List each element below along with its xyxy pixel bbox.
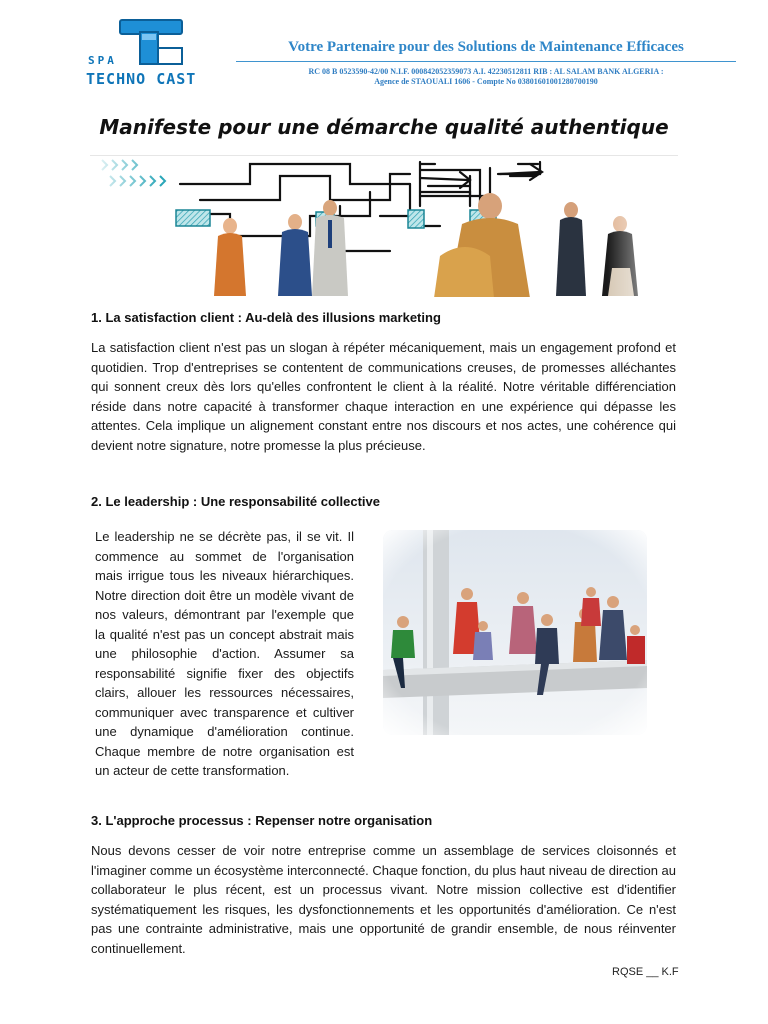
footer-reference: RQSE __ K.F: [612, 966, 679, 978]
company-logo: [84, 18, 234, 90]
registration-line-2: Agence de STAOUALI 1606 - Compte No 03801601001280700190: [374, 77, 598, 86]
section-body-process: Nous devons cesser de voir notre entreprise comme un assemblage de services cloisonnés et l'imaginer comme un écosystème interconnecté. Chaque fonction, du plus haut niveau de direction au collaborateur le plus récent, est un processus vivant. Notre mission collective est d'identifier systématiquement les risques, les dysfonctionnements et les opportunités d'amélioration. Ce n'est pas une contrainte administrative, mais une opportunité de grandir ensemble, de nous réinventer continuellement.: [91, 843, 676, 956]
logo-t-icon: [118, 18, 188, 68]
document-title: Manifeste pour une démarche qualité authentique: [99, 115, 669, 139]
logo-brand-name: TECHNO CAST: [86, 70, 197, 88]
section-heading-process: 3. L'approche processus : Repenser notre organisation: [91, 813, 433, 828]
figurines-on-beam-photo: [383, 530, 647, 735]
section-heading-satisfaction: 1. La satisfaction client : Au-delà des illusions marketing: [91, 310, 441, 325]
header-divider: [236, 61, 736, 62]
section-body-satisfaction: La satisfaction client n'est pas un slogan à répéter mécaniquement, mais un engagement profond et quotidien. Trop d'entreprises se contentent de communications creuses, de promesses alléchantes qui sonnent creux dès lors qu'elles confrontent le client à la réalité. Notre véritable différenciation réside dans notre capacité à transformer chaque interaction en une expérience qui dépasse les attentes. Cela implique un alignement constant entre nos discours et nos actes, une cohérence qui devient notre signature, notre promesse la plus précieuse.: [91, 340, 676, 453]
logo-spa-label: SPA: [88, 54, 117, 67]
header-tagline: Votre Partenaire pour des Solutions de Maintenance Efficaces: [288, 39, 684, 55]
section-body-leadership: Le leadership ne se décrète pas, il se vit. Il commence au sommet de l'organisation mais irrigue tous les niveaux hiérarchiques. Notre direction doit être un modèle vivant de nos valeurs, démontrant par l'exemple que la qualité n'est pas un concept abstrait mais une philosophie d'action. Assumer sa responsabilité signifie fixer des objectifs clairs, allouer les ressources nécessaires, communiquer avec transparence et cultiver une dynamique d'amélioration continue. Chaque membre de notre organisation est un acteur de cette transformation.: [95, 529, 354, 778]
section-heading-leadership: 2. Le leadership : Une responsabilité collective: [91, 494, 380, 509]
registration-line-1: RC 08 B 0523590-42/00 N.I.F. 000842052359073 A.I. 42230512811 RIB : AL SALAM BANK ALGERIA :: [308, 67, 664, 76]
banner-illustration: [90, 155, 678, 297]
